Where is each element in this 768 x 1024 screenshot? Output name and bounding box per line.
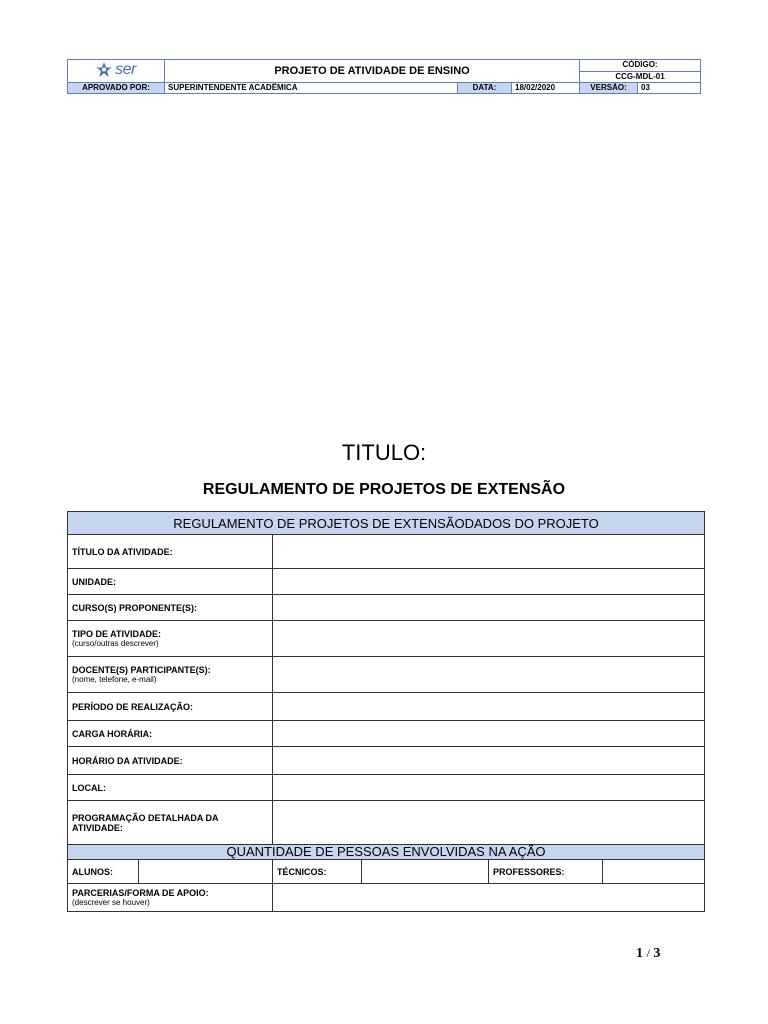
field-label-local: LOCAL: <box>68 775 273 801</box>
field-input-periodo[interactable] <box>273 693 705 721</box>
logo-text: ser <box>115 60 136 78</box>
field-input-carga[interactable] <box>273 721 705 747</box>
field-input-local[interactable] <box>273 775 705 801</box>
aprovado-value: SUPERINTENDENTE ACADÊMICA <box>165 83 458 94</box>
field-label-curso: CURSO(S) PROPONENTE(S): <box>68 595 273 621</box>
professores-label: PROFESSORES: <box>489 860 603 884</box>
field-label-docentes: DOCENTE(S) PARTICIPANTE(S): (nome, telefone, e-mail) <box>68 657 273 693</box>
codigo-label: CÓDIGO: <box>580 60 701 72</box>
field-label-unidade: UNIDADE: <box>68 569 273 595</box>
field-label-programacao: PROGRAMAÇÃO DETALHADA DA ATIVIDADE: <box>68 801 273 845</box>
pessoas-section-title: QUANTIDADE DE PESSOAS ENVOLVIDAS NA AÇÃO <box>68 845 705 860</box>
tecnicos-label: TÉCNICOS: <box>273 860 362 884</box>
alunos-input[interactable] <box>139 860 273 884</box>
document-title: PROJETO DE ATIVIDADE DE ENSINO <box>165 60 580 83</box>
logo <box>68 60 165 83</box>
data-value: 18/02/2020 <box>512 83 580 94</box>
field-input-horario[interactable] <box>273 747 705 775</box>
field-label-carga: CARGA HORÁRIA: <box>68 721 273 747</box>
versao-value: 03 <box>638 83 701 94</box>
alunos-label: ALUNOS: <box>68 860 139 884</box>
page-separator: / <box>646 946 650 960</box>
field-input-docentes[interactable] <box>273 657 705 693</box>
field-label-periodo: PERÍODO DE REALIZAÇÃO: <box>68 693 273 721</box>
aprovado-label: APROVADO POR: <box>68 83 165 94</box>
ser-star-icon <box>96 61 112 79</box>
field-input-parcerias[interactable] <box>273 884 705 912</box>
document-header <box>67 59 701 94</box>
form-section-title: REGULAMENTO DE PROJETOS DE EXTENSÃODADOS DO PROJETO <box>68 512 705 535</box>
professores-input[interactable] <box>603 860 705 884</box>
field-input-programacao[interactable] <box>273 801 705 845</box>
field-input-titulo[interactable] <box>273 535 705 569</box>
field-label-tipo: TIPO DE ATIVIDADE: (curso/outras descrever) <box>68 621 273 657</box>
versao-label: VERSÃO: <box>580 83 638 94</box>
page-title: TITULO: <box>341 440 427 465</box>
field-label-titulo: TÍTULO DA ATIVIDADE: <box>68 535 273 569</box>
data-label: DATA: <box>458 83 512 94</box>
field-label-horario: HORÁRIO DA ATIVIDADE: <box>68 747 273 775</box>
project-form <box>67 511 705 912</box>
page-total: 3 <box>653 946 661 961</box>
tecnicos-input[interactable] <box>362 860 489 884</box>
page-current: 1 <box>636 946 643 961</box>
page-subtitle: REGULAMENTO DE PROJETOS DE EXTENSÃO <box>202 481 566 498</box>
field-label-parcerias: PARCERIAS/FORMA DE APOIO: (descrever se houver) <box>68 884 273 912</box>
field-input-unidade[interactable] <box>273 569 705 595</box>
codigo-value: CCG-MDL-01 <box>580 71 701 83</box>
page-number <box>636 946 660 962</box>
field-input-curso[interactable] <box>273 595 705 621</box>
field-input-tipo[interactable] <box>273 621 705 657</box>
